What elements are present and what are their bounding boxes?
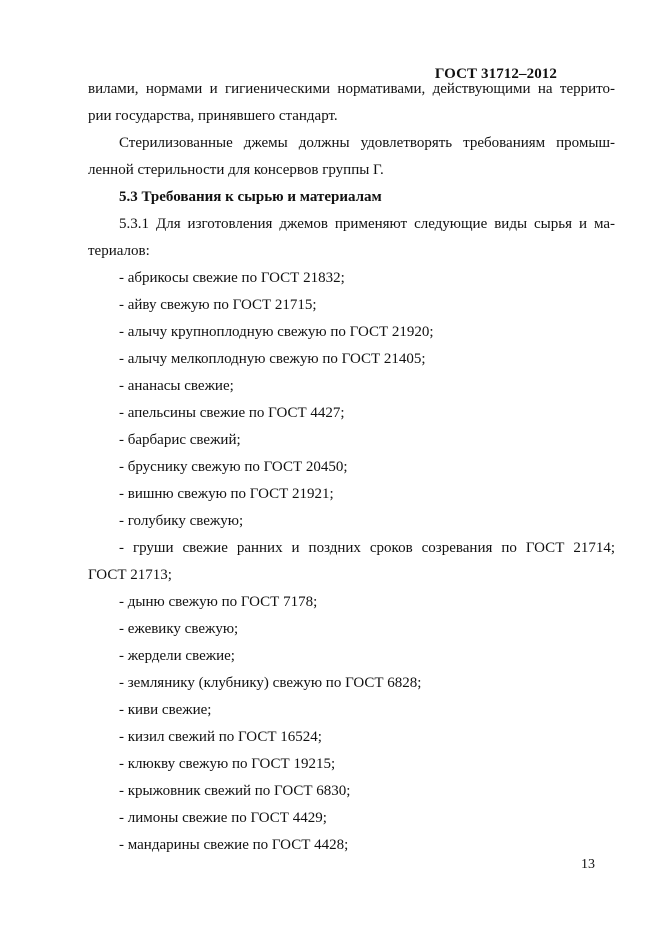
list-item: - голубику свежую; (119, 513, 244, 529)
list-item: - бруснику свежую по ГОСТ 20450; (119, 459, 348, 475)
list-item: - лимоны свежие по ГОСТ 4429; (119, 810, 327, 826)
list-item: - мандарины свежие по ГОСТ 4428; (119, 837, 349, 853)
list-item: - вишню свежую по ГОСТ 21921; (119, 486, 334, 502)
page-number: 13 (581, 857, 595, 872)
list-item: - клюкву свежую по ГОСТ 19215; (119, 756, 336, 772)
list-item: - землянику (клубнику) свежую по ГОСТ 6828; (119, 675, 422, 691)
list-item: - алычу мелкоплодную свежую по ГОСТ 21405; (119, 351, 426, 367)
list-item: - ежевику свежую; (119, 621, 239, 637)
list-item: - киви свежие; (119, 702, 212, 718)
list-item: - айву свежую по ГОСТ 21715; (119, 297, 317, 313)
intro-line-1: вилами, нормами и гигиеническими нормативами, действующими на террито- (88, 81, 615, 97)
clause-line-1: 5.3.1 Для изготовления джемов применяют следующие виды сырья и ма- (119, 216, 615, 232)
list-item: - алычу крупноплодную свежую по ГОСТ 21920; (119, 324, 434, 340)
list-item-continuation: ГОСТ 21713; (88, 567, 172, 583)
list-item: - кизил свежий по ГОСТ 16524; (119, 729, 322, 745)
clause-line-2: териалов: (88, 243, 150, 259)
standard-header: ГОСТ 31712–2012 (434, 66, 557, 82)
list-item: - крыжовник свежий по ГОСТ 6830; (119, 783, 351, 799)
list-item: - апельсины свежие по ГОСТ 4427; (119, 405, 345, 421)
section-title: 5.3 Требования к сырью и материалам (119, 189, 382, 205)
list-item: - барбарис свежий; (119, 432, 241, 448)
list-item: - абрикосы свежие по ГОСТ 21832; (119, 270, 345, 286)
list-item: - дыню свежую по ГОСТ 7178; (119, 594, 318, 610)
list-item: - жердели свежие; (119, 648, 235, 664)
sterile-line-2: ленной стерильности для консервов группы Г. (88, 162, 384, 178)
list-item: - груши свежие ранних и поздних сроков созревания по ГОСТ 21714; (119, 540, 615, 556)
intro-line-2: рии государства, принявшего стандарт. (88, 108, 338, 124)
list-item: - ананасы свежие; (119, 378, 234, 394)
sterile-line-1: Стерилизованные джемы должны удовлетворять требованиям промыш- (119, 135, 615, 151)
